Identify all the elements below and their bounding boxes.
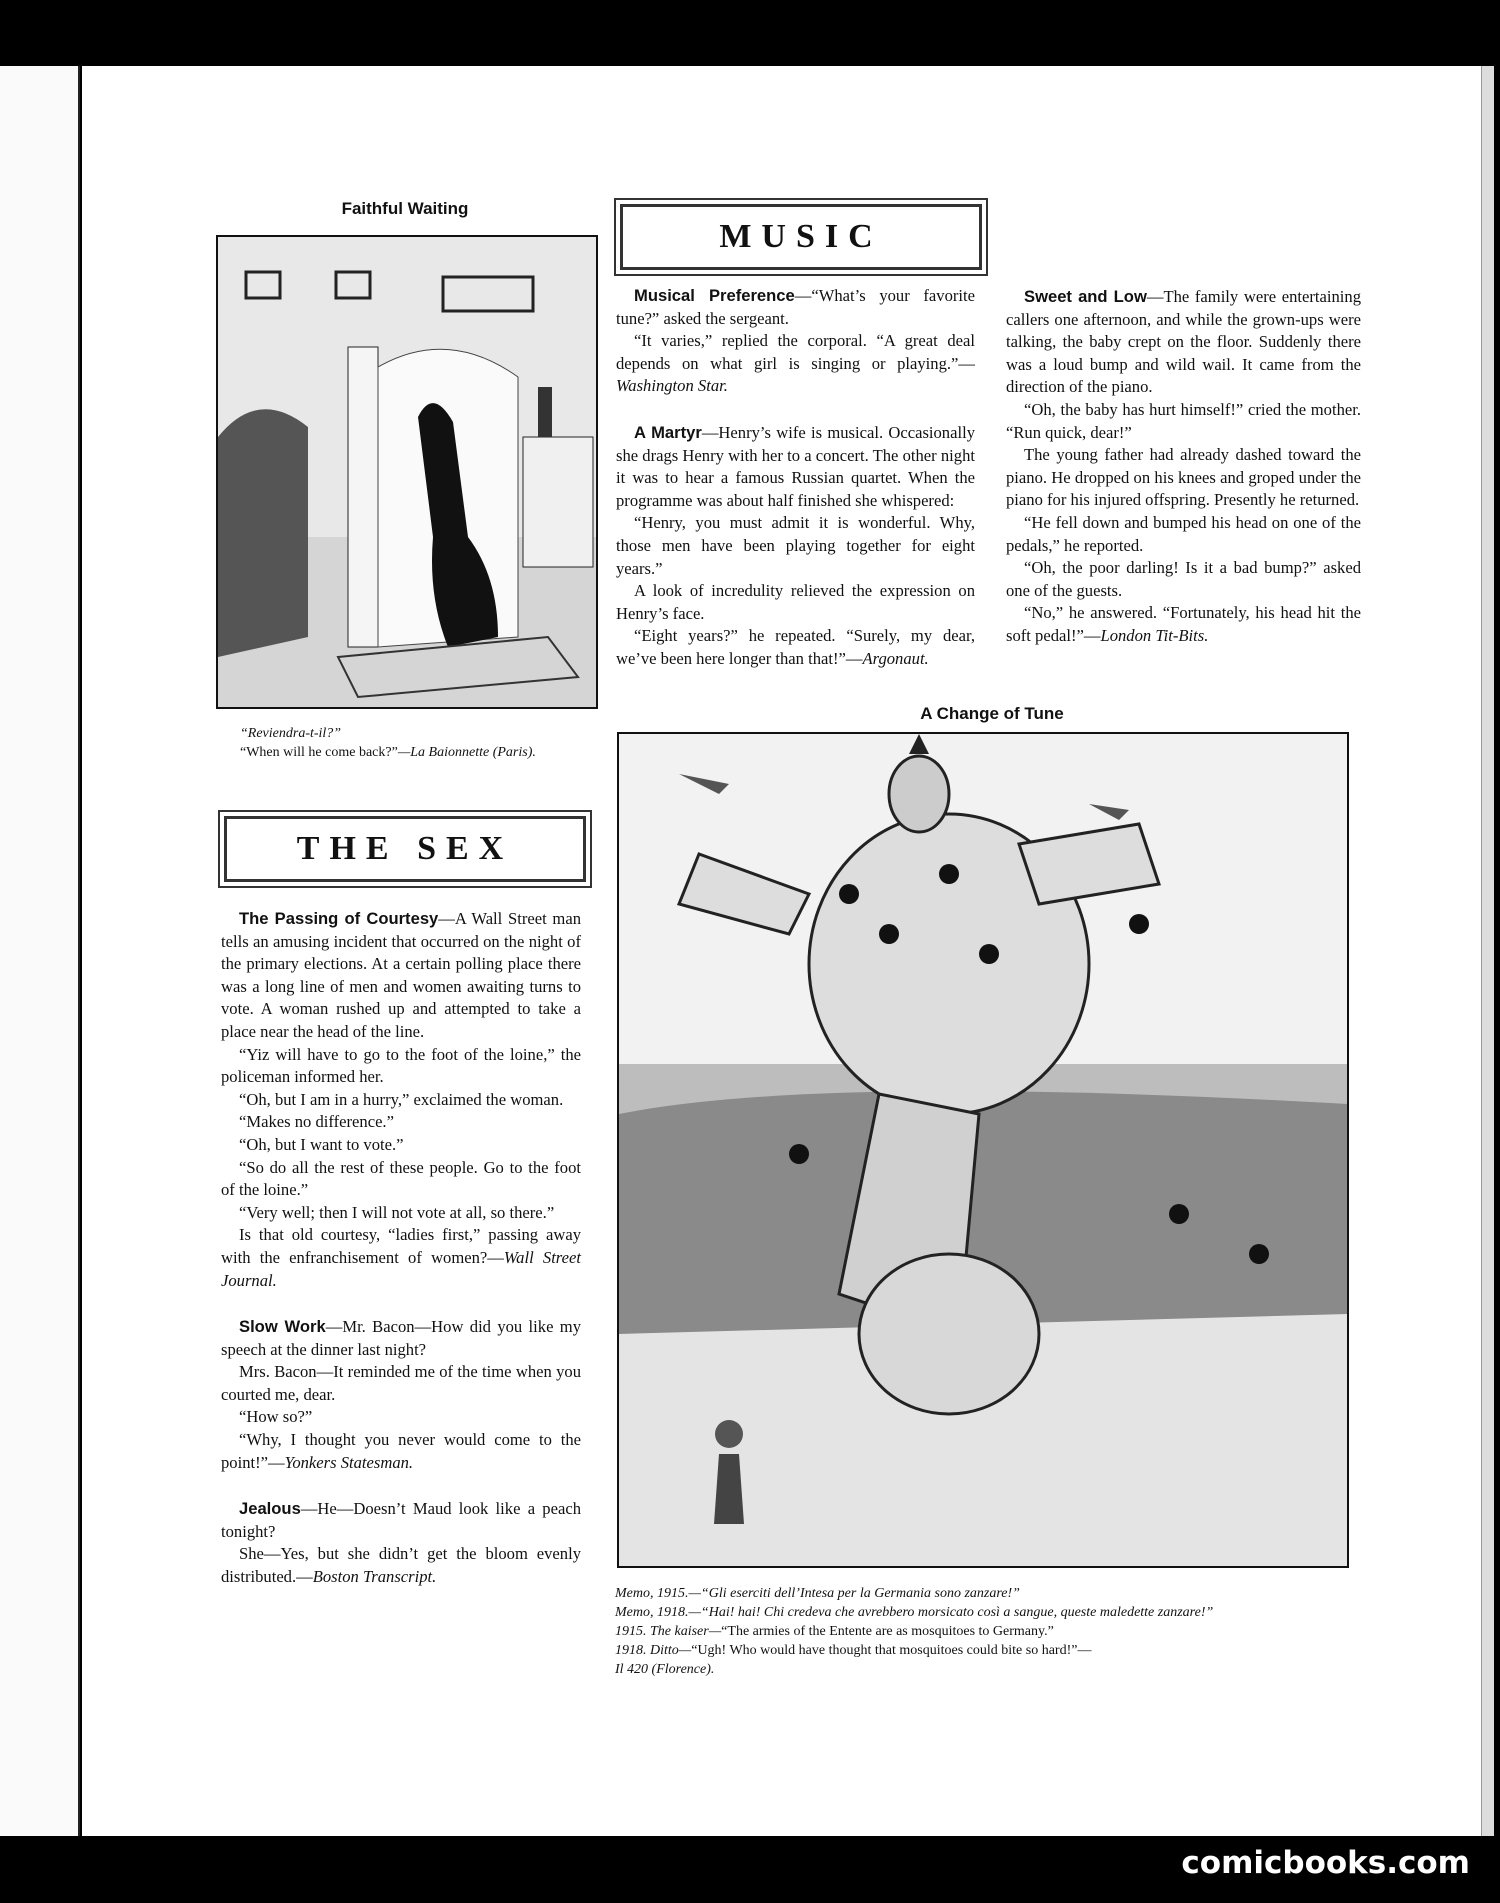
right-cartoon-source: Il 420 (Florence).: [615, 1662, 715, 1677]
article-passing-of-courtesy: The Passing of Courtesy—A Wall Street man tells an amusing incident that occurred on the night of the primary elections. At a certain polling place there was a long line of men and women awaiting turns to vote. A woman rushed up and attempted to take a place near the head of the line.: [221, 909, 581, 1041]
translation-1918: 1918. Ditto—“Ugh! Who would have thought that mosquitoes could bite so hard!”—: [615, 1643, 1092, 1658]
music-column-2: Sweet and Low—The family were entertaining callers one afternoon, and while the grown-ups were talking, the baby crept on the floor. Suddenly there was a loud bump and wild wail. It came from the direction of the piano. “Oh, the baby has hurt himself!” cried the mother. “Run quick, dear!” The young father had already dashed toward the piano. He dropped on his knees and groped under the piano for his injured offspring. Presently he returned. “He fell down and bumped his head on one of the pedals,” he reported. “Oh, the poor darling! Is it a bad bump?” asked one of the guests. “No,” he answered. “Fortunately, his head hit the soft pedal!”—London Tit-Bits.: [1006, 287, 1361, 645]
music-column-1: Musical Preference—“What’s your favorite tune?” asked the sergeant. “It varies,” replied the corporal. “A great deal depends on what girl is singing or playing.”—Washington Star. A Martyr—Henry’s wife is musical. Occasionally she drags Henry with her to a concert. The other night it was to hear a famous Russian quartet. When the programme was about half finished she whispered: “Henry, you must admit it is wonderful. Why, those men have been playing together for eight years.” A look of incredulity relieved the expression on Henry’s face. “Eight years?” he repeated. “Surely, my dear, we’ve been here longer than that!”—Argonaut.: [616, 286, 975, 668]
article-musical-preference: Musical Preference—“What’s your favorite tune?” asked the sergeant.: [616, 286, 975, 328]
article-jealous: Jealous—He—Doesn’t Maud look like a peach tonight?: [221, 1499, 581, 1541]
right-cartoon-caption: [615, 1584, 1355, 1679]
article-sweet-and-low: Sweet and Low—The family were entertaining callers one afternoon, and while the grown-ups were talking, the baby crept on the floor. Suddenly there was a loud bump and wild wail. It came from the direction of the piano.: [1006, 287, 1361, 397]
left-cartoon-title: Faithful Waiting: [341, 199, 469, 218]
music-section-header: MUSIC: [620, 204, 982, 270]
sex-section-header: THE SEX: [224, 816, 586, 882]
article-slow-work: Slow Work—Mr. Bacon—How did you like my speech at the dinner last night?: [221, 1317, 581, 1359]
article-a-martyr: A Martyr—Henry’s wife is musical. Occasionally she drags Henry with her to a concert. The other night it was to hear a famous Russian quartet. When the programme was about half finished she whispered:: [616, 422, 975, 510]
previous-page-edge: [0, 66, 80, 1836]
cartoon-kaiser-illustration: [619, 734, 1347, 1566]
site-watermark: comicbooks.com: [1181, 1845, 1470, 1881]
left-cartoon-caption: [240, 724, 600, 762]
faithful-waiting-cartoon: [216, 235, 598, 709]
right-cartoon-title: A Change of Tune: [920, 704, 1064, 723]
translation-1915: 1915. The kaiser—“The armies of the Entente are as mosquitoes to Germany.”: [615, 1624, 1054, 1639]
page-edge-right: [1481, 66, 1494, 1836]
cartoon-dog-illustration: [218, 237, 596, 707]
caption-source: —La Baionnette (Paris).: [397, 745, 536, 760]
sex-column: The Passing of Courtesy—A Wall Street man tells an amusing incident that occurred on the night of the primary elections. At a certain polling place there was a long line of men and women awaiting turns to vote. A woman rushed up and attempted to take a place near the head of the line. “Yiz will have to go to the foot of the loine,” the policeman informed her. “Oh, but I am in a hurry,” exclaimed the woman. “Makes no difference.” “Oh, but I want to vote.” “So do all the rest of these people. Go to the foot of the loine.” “Very well; then I will not vote at all, so there.” Is that old courtesy, “ladies first,” passing away with the enfranchisement of women?—Wall Street Journal. Slow Work—Mr. Bacon—How did you like my speech at the dinner last night? Mrs. Bacon—It reminded me of the time when you courted me, dear. “How so?” “Why, I thought you never would come to the point!”—Yonkers Statesman. Jealous—He—Doesn’t Maud look like a peach tonight? She—Yes, but she didn’t get the bloom evenly distributed.—Boston Transcript.: [221, 909, 581, 1587]
memo-1918: Memo, 1918.—“Hai! hai! Chi credeva che avrebbero morsicato così a sangue, queste maledette zanzare!”: [615, 1605, 1214, 1620]
caption-original: “Reviendra-t-il?”: [240, 726, 342, 741]
caption-translation: “When will he come back?”: [240, 745, 398, 760]
memo-1915: Memo, 1915.—“Gli eserciti dell’Intesa per la Germania sono zanzare!”: [615, 1586, 1020, 1601]
change-of-tune-cartoon: [617, 732, 1349, 1568]
